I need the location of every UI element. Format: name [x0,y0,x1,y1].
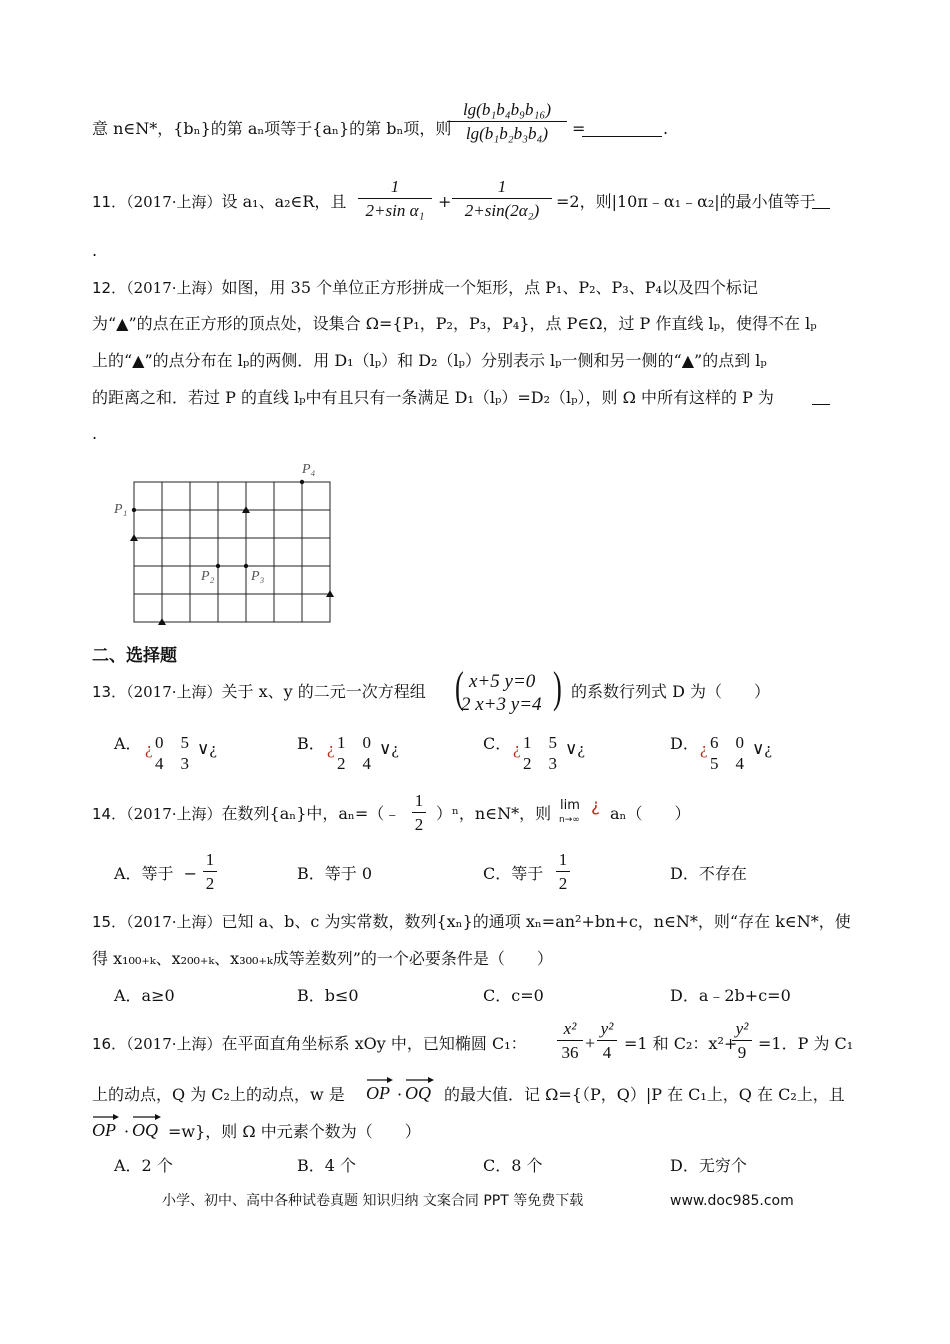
q11-fraction-1: 1 2+sin α₁ [358,178,432,219]
grid-lines [134,482,330,622]
q13-line: 13．（2017·上海）关于 x、y 的二元一次方程组 [92,682,426,701]
q16-line1: 16．（2017·上海）在平面直角坐标系 xOy 中，已知椭圆 C₁： [92,1034,527,1053]
point-p2 [216,564,220,568]
q13-source: （2017·上海） [126,683,222,701]
q11-number: 11．（2017·上海）设 a₁、a₂∈R，且 [92,192,347,211]
q16-option-b[interactable]: B．4 个 [297,1156,357,1175]
q12-answer-blank [812,392,830,408]
q16-fraction-y2-9: y² 9 [732,1020,752,1061]
q12-end-period: . [92,424,98,443]
q16-option-c[interactable]: C．8 个 [483,1156,543,1175]
q14-option-c-fraction: 1 2 [556,851,570,892]
q15-line1: 15．（2017·上海）已知 a、b、c 为实常数，数列{xₙ}的通项 xₙ=an²+bn+c，n∈N*，则“存在 k∈N*，使 [92,912,851,931]
q10-fraction-denominator: lg(b₁b₂b₃b₄) [465,124,549,143]
q12-line3: 上的“▲”的点分布在 lₚ的两侧．用 D₁（lₚ）和 D₂（lₚ）分别表示 lₚ一侧和另一侧的“▲”的点到 lₚ [92,351,767,370]
q11-plus: + [438,192,452,211]
q10-fraction [447,101,567,142]
q14-option-d[interactable]: D．不存在 [670,864,747,883]
q14-text-c: aₙ（ ） [610,804,691,823]
q11-text-a: 设 a₁、a₂∈R，且 [221,192,347,211]
q10-fraction-numerator: lg(b₁b₄b₉b₁₆) [462,100,552,119]
q16-line3-b: =w}，则 Ω 中元素个数为（ ） [168,1122,421,1141]
q15-option-b[interactable]: B．b≤0 [297,986,359,1005]
label-p3: P₃ [251,569,265,584]
q12-line4: 的距离之和．若过 P 的直线 lₚ中有且只有一条满足 D₁（lₚ）=D₂（lₚ），则 Ω 中所有这样的 P 为 [92,388,774,407]
q16-line2-b: 的最大值．记 Ω={（P，Q）|P 在 C₁上，Q 在 C₂上，且 [444,1085,845,1104]
label-p2: P₂ [201,569,215,584]
q13-text-b: 的系数行列式 D 为（ ） [571,682,771,701]
q13-eq1: x+5 y=0 [469,671,536,692]
q16-vector-oq-2: OQ [132,1121,158,1139]
q14-source: （2017·上海） [126,805,222,823]
q16-vector-oq: OQ [405,1084,431,1102]
q13-option-a[interactable]: A． [114,734,142,753]
q16-plus: + [585,1033,596,1053]
q11-fraction-2: 1 2+sin(2α₂) [452,178,552,219]
q16-dot: · [397,1085,403,1104]
q14-fraction: 1 2 [412,792,426,833]
q15-option-a[interactable]: A．a≥0 [114,986,175,1005]
q14-option-a-fraction: 1 2 [203,851,217,892]
q16-line2-a: 上的动点，Q 为 C₂上的动点，w 是 [92,1085,345,1104]
q16-option-d[interactable]: D．无穷个 [670,1156,747,1175]
q14-text-b: ）ⁿ，n∈N*，则 [436,804,552,823]
q15-line2: 得 x₁₀₀₊ₖ、x₂₀₀₊ₖ、x₃₀₀₊ₖ成等差数列”的一个必要条件是（ ） [92,949,553,968]
q16-vector-op: OP [366,1084,390,1102]
footer-url[interactable]: www.doc985.com [670,1193,794,1209]
q14-option-b[interactable]: B．等于 0 [297,864,373,883]
q12-line2: 为“▲”的点在正方形的顶点处，设集合 Ω={P₁，P₂，P₃，P₄}，点 P∈Ω，过 P 作直线 lₚ，使得不在 lₚ [92,314,817,333]
point-p3 [244,564,248,568]
q13-eq2: 2 x+3 y=4 [461,694,542,715]
q13-option-b[interactable]: B． [297,734,325,753]
q16-option-a[interactable]: A．2 个 [114,1156,173,1175]
q11-answer-blank [812,196,830,212]
q11-end-period: . [92,241,98,260]
q15-source: （2017·上海） [126,913,222,931]
q16-text-c: =1．P 为 C₁ [758,1034,854,1053]
q12-source: （2017·上海） [126,279,222,297]
q11-text-b: =2，则|10π﹣α₁﹣α₂|的最小值等于 [556,192,816,211]
q13-option-c[interactable]: C． [483,734,512,753]
q12-line1: 12．（2017·上海）如图，用 35 个单位正方形拼成一个矩形，点 P₁、P₂、P₃、P₄以及四个标记 [92,278,758,297]
q10-equals: = [572,119,586,138]
q12-grid-figure [105,455,345,630]
label-p1: P₁ [114,502,128,517]
q16-vector-op-2: OP [92,1121,116,1139]
point-p4 [300,480,304,484]
q13-option-d[interactable]: D． [670,734,699,753]
q16-fraction-x2-36: x² 36 [557,1020,583,1061]
q14-option-c[interactable]: C．等于 [483,864,544,883]
q10-answer-blank [582,122,662,140]
q14-option-a[interactable]: A．等于 − [114,864,197,883]
q15-option-d[interactable]: D．a﹣2b+c=0 [670,986,791,1005]
q14-line: 14．（2017·上海）在数列{aₙ}中，aₙ=（﹣ [92,804,401,823]
q10-continuation-text: 意 n∈N*，{bₙ}的第 aₙ项等于{aₙ}的第 bₙ项，则 [92,119,452,138]
label-p4: P₄ [302,462,316,477]
q16-fraction-y2-4: y² 4 [597,1020,617,1061]
q16-text-b: =1 和 C₂：x²+ [624,1034,738,1053]
q16-dot-2: · [124,1122,130,1141]
footer-text: 小学、初中、高中各种试卷真题 知识归纳 文案合同 PPT 等免费下载 [162,1193,584,1209]
q10-end-period: . [663,119,669,138]
point-p1 [132,508,136,512]
q15-option-c[interactable]: C．c=0 [483,986,544,1005]
section-title: 二、选择题 [92,646,177,666]
q16-source: （2017·上海） [126,1035,222,1053]
q11-source: （2017·上海） [126,193,222,211]
